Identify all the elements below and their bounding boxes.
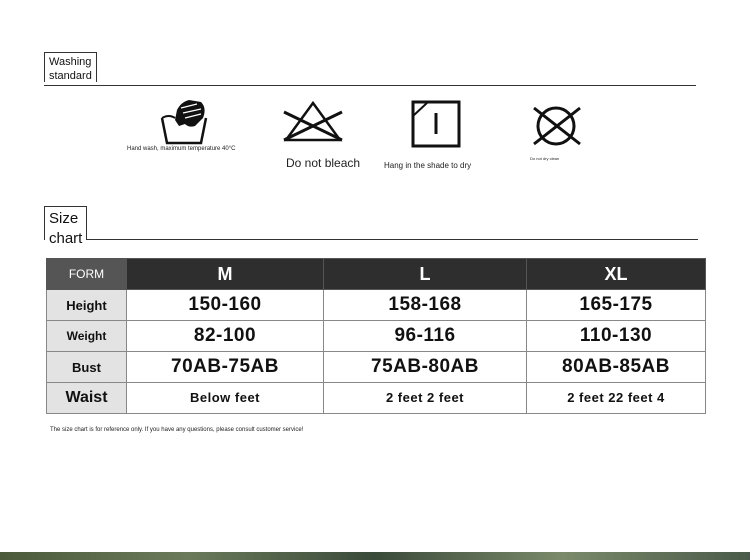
size-chart-title: Size chart <box>44 206 87 240</box>
table-row <box>47 383 706 414</box>
washing-standard-title: Washing standard <box>44 52 97 82</box>
hand-wash-label: Hand wash, maximum temperature 40°C <box>127 146 236 152</box>
table-cell: 158-168 <box>324 290 527 321</box>
table-cell: 165-175 <box>527 290 706 321</box>
column-header-l: L <box>324 259 527 290</box>
hang-dry-label: Hang in the shade to dry <box>384 161 472 170</box>
hang-dry-shade-icon <box>410 100 462 148</box>
divider <box>44 85 696 86</box>
table-row <box>47 352 706 383</box>
do-not-dry-clean-icon <box>530 104 586 148</box>
column-header-form: FORM <box>47 259 127 290</box>
table-cell: 2 feet 2 feet <box>324 383 527 414</box>
table-cell: 110-130 <box>527 321 706 352</box>
care-item-hand-wash <box>127 96 235 153</box>
row-label-height: Height <box>47 290 127 321</box>
row-label-waist: Waist <box>47 383 127 414</box>
table-cell: 75AB-80AB <box>324 352 527 383</box>
divider <box>44 239 698 240</box>
no-bleach-label: Do not bleach <box>286 156 361 170</box>
do-not-bleach-icon <box>282 100 344 144</box>
reference-note: The size chart is for reference only. If you have any questions, please consult customer service! <box>50 427 304 433</box>
table-cell: 96-116 <box>324 321 527 352</box>
size-chart-table <box>46 258 706 414</box>
table-cell: 2 feet 22 feet 4 <box>527 383 706 414</box>
care-item-no-dry-clean <box>530 104 586 161</box>
column-header-m: M <box>127 259 324 290</box>
no-dry-clean-label: Do not dry clean <box>530 156 560 161</box>
table-cell: 80AB-85AB <box>527 352 706 383</box>
table-cell: Below feet <box>127 383 324 414</box>
row-label-bust: Bust <box>47 352 127 383</box>
row-label-weight: Weight <box>47 321 127 352</box>
column-header-xl: XL <box>527 259 706 290</box>
care-item-hang-dry <box>384 100 471 171</box>
bottom-photo-strip <box>0 552 750 560</box>
table-cell: 150-160 <box>127 290 324 321</box>
table-header-row <box>47 259 706 290</box>
table-cell: 82-100 <box>127 321 324 352</box>
hand-wash-icon <box>159 96 213 146</box>
table-cell: 70AB-75AB <box>127 352 324 383</box>
table-row <box>47 321 706 352</box>
table-row <box>47 290 706 321</box>
care-item-no-bleach <box>282 100 360 170</box>
